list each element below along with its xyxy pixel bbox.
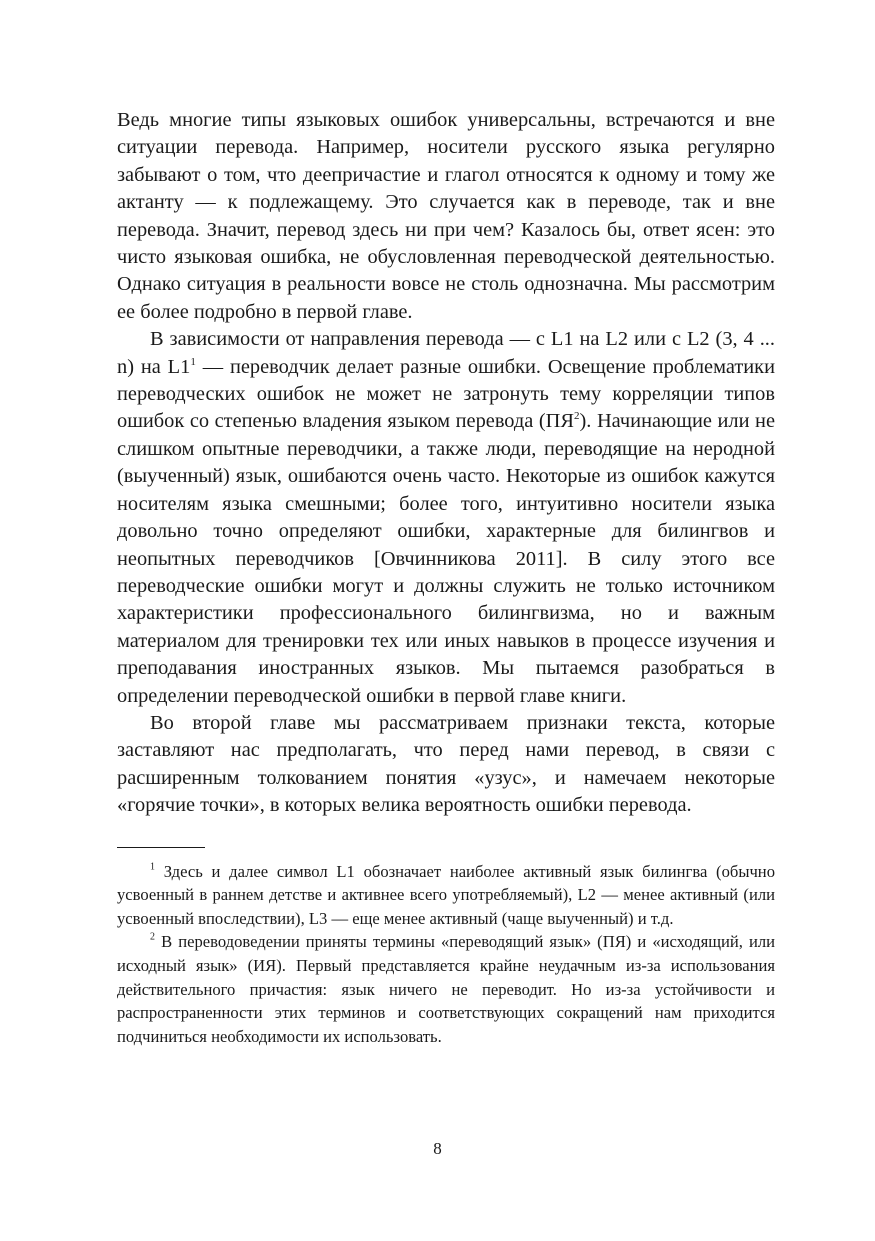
footnote-2: [117, 930, 775, 1048]
footnote-1-text: Здесь и далее символ L1 обозначает наиболее активный язык билингва (обычно усвоенный в раннем детстве и активнее всего употребляемый), L2 — менее активный (или усвоенный впоследствии), L3 — еще менее активный (чаще выученный) и т.д.: [117, 861, 775, 928]
body-text: [117, 107, 775, 820]
paragraph-1: Ведь многие типы языковых ошибок универсальны, встречаются и вне ситуации перевода. Например, носители русского языка регулярно забывают о том, что деепричастие и глагол относятся к одному и тому же актанту — к подлежащему. Это случается как в переводе, так и вне перевода. Значит, перевод здесь ни при чем? Казалось бы, ответ ясен: это чисто языковая ошибка, не обусловленная переводческой деятельностью. Однако ситуация в реальности вовсе не столь однозначна. Мы рассмотрим ее более подробно в первой главе.: [117, 109, 775, 323]
paragraph-2-part-b: — переводчик делает разные ошибки. Освещение проблематики переводческих ошибок не может не затронуть тему корреляции типов ошибок со степенью владения языком перевода (ПЯ: [117, 355, 776, 433]
footnote-divider: [117, 847, 205, 848]
footnote-ref-1[interactable]: 1: [190, 355, 196, 368]
footnote-ref-2[interactable]: 2: [574, 410, 580, 423]
footnote-2-text: В переводоведении приняты термины «переводящий язык» (ПЯ) и «исходящий, или исходный язык» (ИЯ). Первый представляется крайне неудачным из-за использования действительного причастия: язык ничего не переводит. Но из-за устойчивости и распространенности этих терминов и соответствующих сокращений нам приходится подчиниться необходимости их использовать.: [117, 932, 775, 1046]
footnote-marker-2: 2: [150, 931, 155, 943]
paragraph-3: Во второй главе мы рассматриваем признаки текста, которые заставляют нас предполагать, что перед нами перевод, в связи с расширенным толкованием понятия «узус», и намечаем некоторые «горячие точки», в которых велика вероятность ошибки перевода.: [117, 711, 775, 817]
page-number: 8: [433, 1139, 442, 1158]
paragraph-2: [117, 326, 775, 710]
paragraph-2-part-a: В зависимости от направления перевода — с L1 на L2 или с L2 (3, 4 ... n) на L1: [117, 328, 775, 378]
footnote-marker-1: 1: [150, 861, 155, 873]
footnote-1: [117, 860, 775, 931]
paragraph-2-part-c: ). Начинающие или не слишком опытные переводчики, а также люди, переводящие на неродной (выученный) язык, ошибаются очень часто. Некоторые из ошибок кажутся носителям языка смешными; более того, интуитивно носители языка довольно точно определяют ошибки, характерные для билингвов и неопытных переводчиков [Овчинникова 2011]. В силу этого все переводческие ошибки могут и должны служить не только источником характеристики профессионального билингвизма, но и важным материалом для тренировки тех или иных навыков в процессе изучения и преподавания иностранных языков. Мы пытаемся разобраться в определении переводческой ошибки в первой главе книги.: [117, 410, 775, 707]
footnotes: [117, 860, 775, 1049]
page: [117, 107, 775, 1048]
